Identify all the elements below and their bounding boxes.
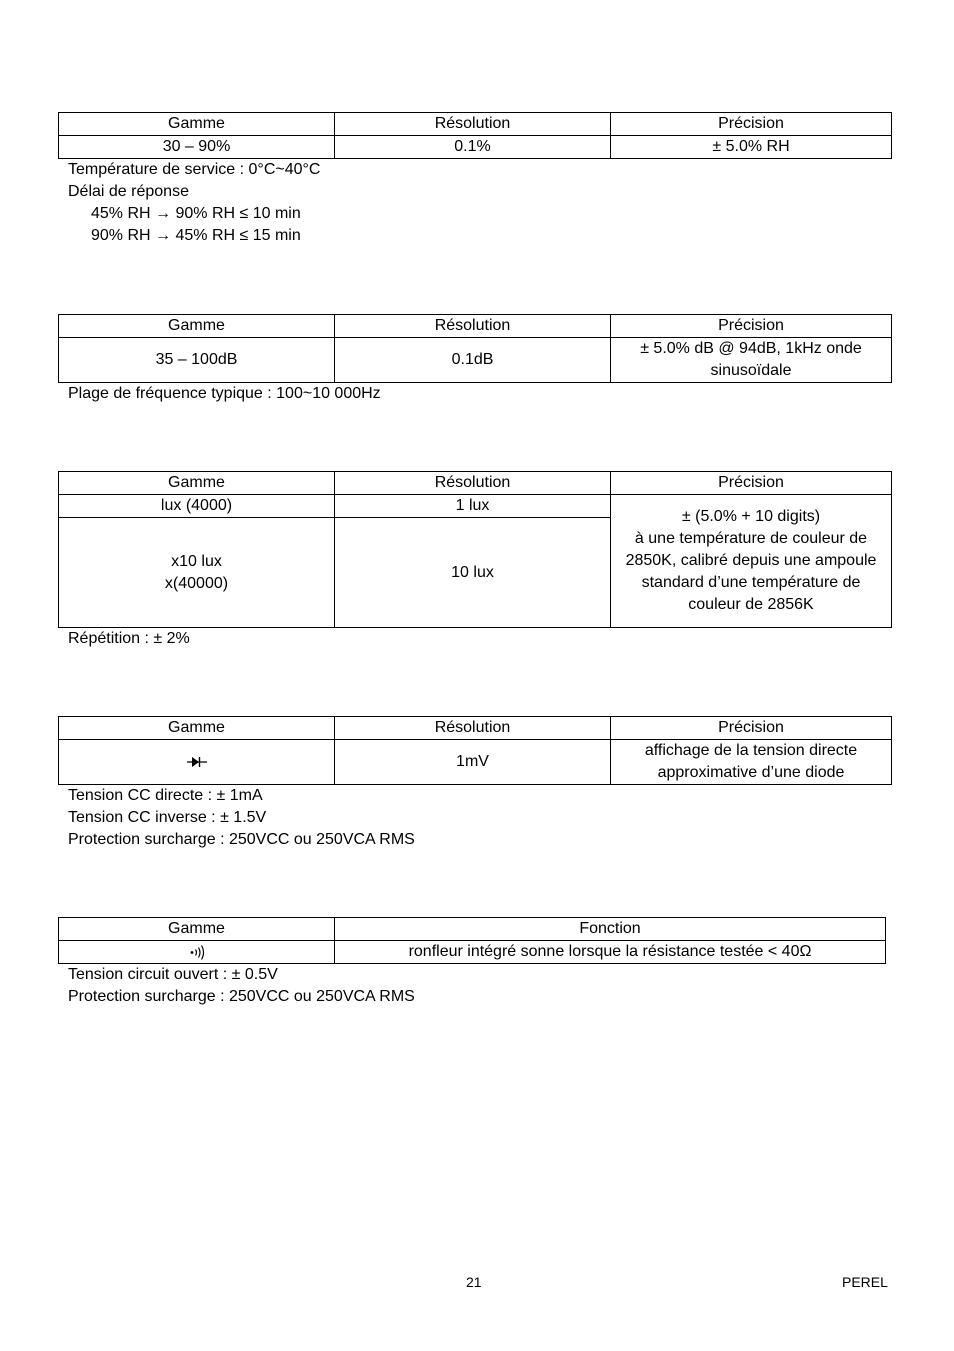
- header-range: Gamme: [59, 113, 335, 136]
- table-row: [59, 338, 892, 383]
- operating-temperature-note: Température de service : 0°C~40°C: [68, 161, 321, 178]
- diode-accuracy: affichage de la tension directe approximative d’une diode: [611, 740, 892, 785]
- sound-section: [58, 314, 892, 405]
- table-header-row: [59, 315, 892, 338]
- light-notes: [58, 628, 892, 650]
- header-range: Gamme: [59, 717, 335, 740]
- sound-notes: [58, 383, 892, 405]
- light-accuracy: ± (5.0% + 10 digits) à une température de couleur de 2850K, calibré depuis une ampoule standard d’une température de couleur de 2856K: [611, 495, 892, 628]
- response-time-note: Délai de réponse: [68, 183, 189, 200]
- diode-notes: [58, 785, 892, 851]
- header-accuracy: Précision: [611, 113, 892, 136]
- table-row: [59, 495, 892, 518]
- table-row: [59, 941, 886, 964]
- sound-resolution: 0.1dB: [335, 338, 611, 383]
- table-header-row: [59, 918, 886, 941]
- response-time-fall: 90% RH → 45% RH ≤ 15 min: [91, 227, 301, 244]
- table-row: [59, 740, 892, 785]
- header-resolution: Résolution: [335, 315, 611, 338]
- header-function: Fonction: [335, 918, 886, 941]
- response-time-rise: 45% RH → 90% RH ≤ 10 min: [91, 205, 301, 222]
- brand-name: PEREL: [842, 1274, 888, 1290]
- overload-protection-note: Protection surcharge : 250VCC ou 250VCA RMS: [68, 831, 415, 848]
- sound-accuracy: ± 5.0% dB @ 94dB, 1kHz onde sinusoïdale: [611, 338, 892, 383]
- repeatability-note: Répétition : ± 2%: [68, 630, 190, 647]
- sound-table: [58, 314, 892, 383]
- light-range-1: lux (4000): [59, 495, 335, 518]
- header-resolution: Résolution: [335, 717, 611, 740]
- header-accuracy: Précision: [611, 717, 892, 740]
- continuity-table: [58, 917, 886, 964]
- diode-icon: [186, 755, 208, 769]
- light-section: [58, 471, 892, 650]
- continuity-section: [58, 917, 886, 1008]
- continuity-notes: [58, 964, 886, 1008]
- overload-protection-note: Protection surcharge : 250VCC ou 250VCA RMS: [68, 988, 415, 1005]
- table-header-row: [59, 113, 892, 136]
- header-resolution: Résolution: [335, 472, 611, 495]
- table-header-row: [59, 717, 892, 740]
- humidity-section: [58, 112, 892, 247]
- humidity-range: 30 – 90%: [59, 136, 335, 159]
- reverse-dc-note: Tension CC inverse : ± 1.5V: [68, 809, 267, 826]
- header-resolution: Résolution: [335, 113, 611, 136]
- page-number: 21: [466, 1274, 482, 1290]
- diode-range: [59, 740, 335, 785]
- light-resolution-1: 1 lux: [335, 495, 611, 518]
- diode-section: [58, 716, 892, 851]
- continuity-function: ronfleur intégré sonne lorsque la résistance testée < 40Ω: [335, 941, 886, 964]
- forward-dc-note: Tension CC directe : ± 1mA: [68, 787, 263, 804]
- sound-range: 35 – 100dB: [59, 338, 335, 383]
- humidity-accuracy: ± 5.0% RH: [611, 136, 892, 159]
- header-range: Gamme: [59, 472, 335, 495]
- header-accuracy: Précision: [611, 472, 892, 495]
- header-accuracy: Précision: [611, 315, 892, 338]
- humidity-table: [58, 112, 892, 159]
- diode-table: [58, 716, 892, 785]
- continuity-range: [59, 941, 335, 964]
- light-table: [58, 471, 892, 628]
- open-circuit-voltage-note: Tension circuit ouvert : ± 0.5V: [68, 966, 278, 983]
- frequency-range-note: Plage de fréquence typique : 100~10 000Hz: [68, 385, 381, 402]
- buzzer-icon: [189, 944, 205, 960]
- header-range: Gamme: [59, 315, 335, 338]
- humidity-notes: [58, 159, 892, 247]
- table-row: [59, 136, 892, 159]
- humidity-resolution: 0.1%: [335, 136, 611, 159]
- table-header-row: [59, 472, 892, 495]
- header-range: Gamme: [59, 918, 335, 941]
- light-resolution-2: 10 lux: [335, 518, 611, 628]
- diode-resolution: 1mV: [335, 740, 611, 785]
- light-range-2: x10 lux x(40000): [59, 518, 335, 628]
